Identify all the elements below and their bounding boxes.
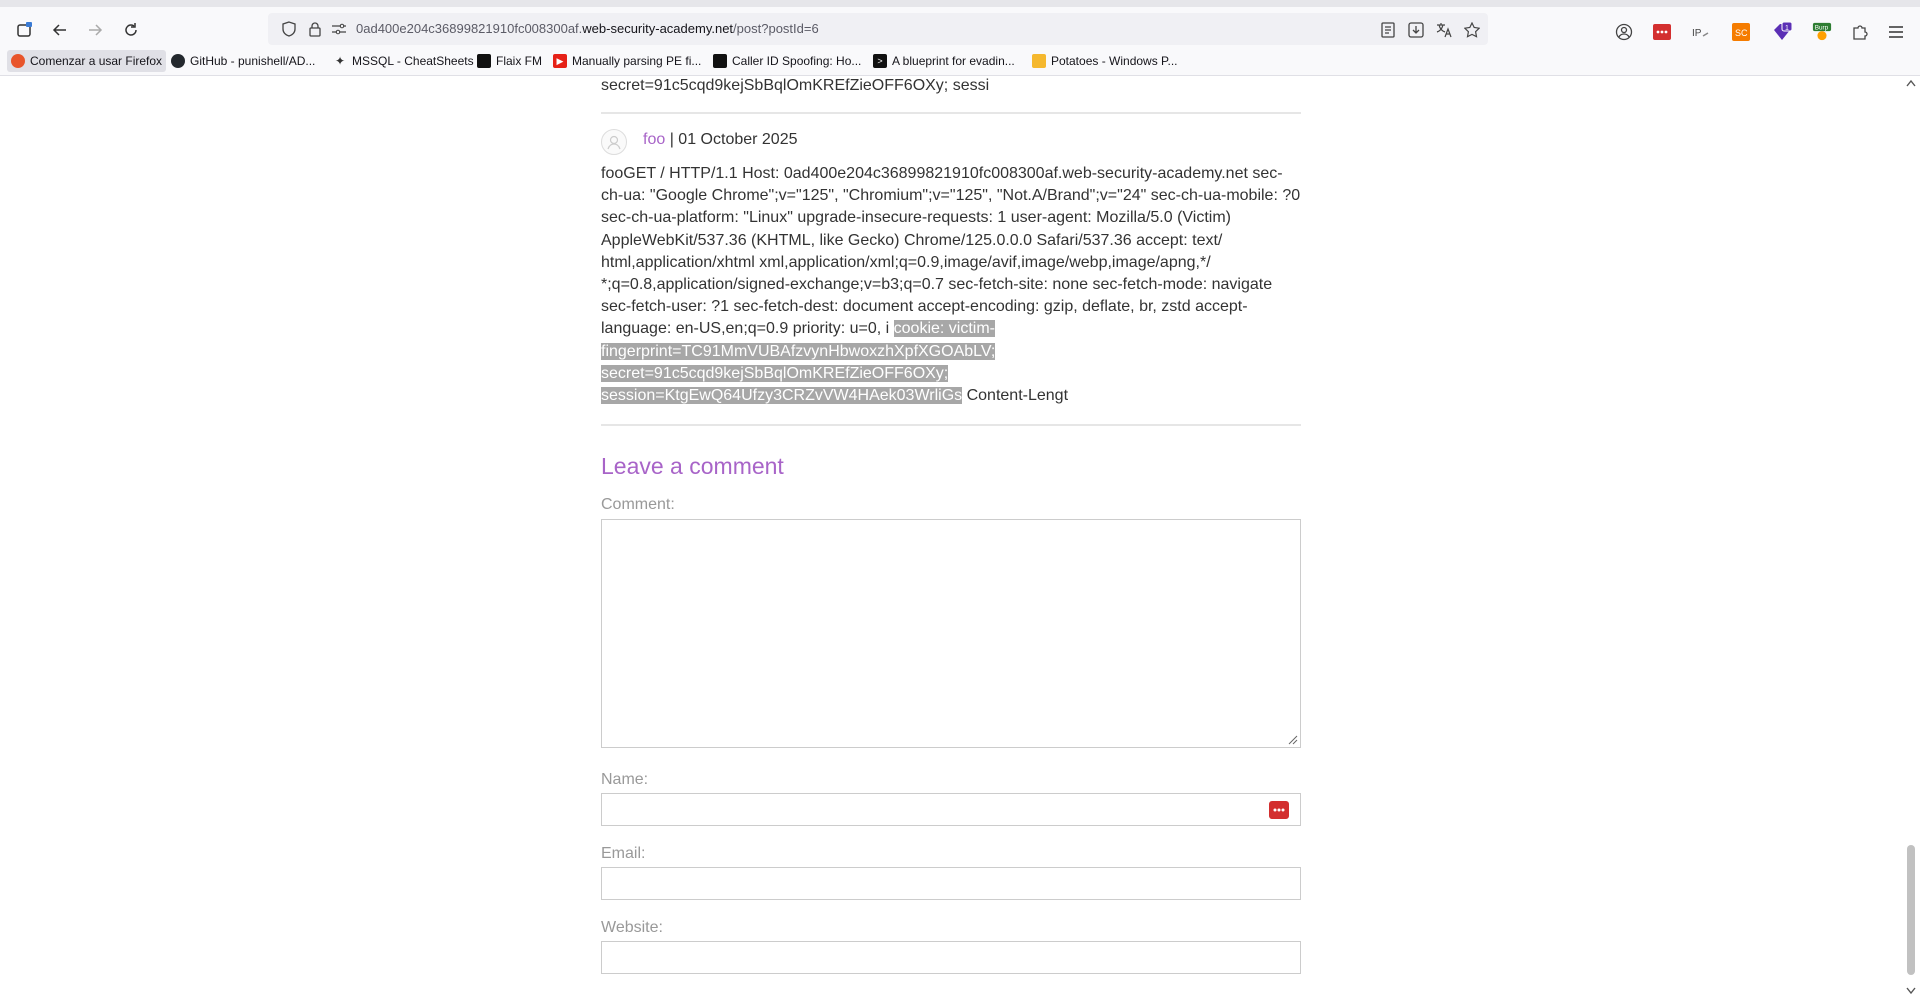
divider	[601, 424, 1301, 426]
extension-diamond-icon[interactable]	[1772, 22, 1792, 42]
ip-address-icon[interactable]	[1691, 22, 1711, 42]
name-input[interactable]	[601, 793, 1301, 826]
bookmark-firefox[interactable]	[7, 50, 166, 72]
bookmark-label: Caller ID Spoofing: Ho...	[732, 54, 862, 68]
leave-comment-heading: Leave a comment	[601, 453, 784, 479]
comment-date: | 01 October 2025	[669, 131, 798, 148]
ext-count-text: 1	[1785, 25, 1789, 32]
hacker-figure-icon: ✦	[334, 54, 346, 68]
browser-toolbar	[0, 0, 1920, 46]
url-path: /post?postId=6	[733, 21, 819, 36]
page-scrollbar[interactable]	[1902, 77, 1920, 997]
bookmark-caller-id[interactable]	[709, 50, 865, 72]
forward-button[interactable]	[82, 17, 108, 43]
svg-text:IP: IP	[1692, 28, 1702, 39]
comment-label: Comment:	[601, 496, 675, 513]
comment-text: fooGET / HTTP/1.1 Host: 0ad400e204c36899821910fc008300af.web-security-academy.net sec-ch-ua: "Google Chrome";v="125", "Chromium";v="125", "Not.A/Brand";v="24" sec-ch-ua-mobile: ?0 sec-ch-ua-platform: "Linux" upgrade-insecure-requests: 1 user-agent: Mozilla/5.0 (Victim) AppleWebKit/537.36 (KHTML, like Gecko) Chrome/125.0.0.0 Safari/537.36 accept: text/ html,application/xhtml xml,application/xml;q=0.9,image/avif,image/webp,image/apng,*/ *;q=0.8,application/signed-exchange;v=b3;q=0.7 sec-fetch-site: none sec-fetch-mode: navigate sec-fetch-user: ?1 sec-fetch-dest: document accept-encoding: gzip, deflate, br, zstd accept-language: en-US,en;q=0.9 priority: u=0, i	[601, 165, 1301, 338]
scrollbar-thumb[interactable]	[1907, 845, 1915, 975]
translate-icon[interactable]	[1434, 20, 1454, 40]
terminal-icon: >	[873, 54, 887, 68]
email-label: Email:	[601, 845, 646, 862]
website-input[interactable]	[601, 941, 1301, 974]
bookmark-label: Flaix FM	[496, 54, 542, 68]
caller-id-icon	[713, 54, 727, 68]
comment-text-tail: Content-Lengt	[962, 387, 1069, 405]
bookmark-potatoes[interactable]	[1028, 50, 1182, 72]
lock-icon[interactable]	[306, 20, 324, 38]
scroll-up-arrow-icon[interactable]	[1906, 79, 1916, 87]
reader-view-icon[interactable]	[1378, 20, 1398, 40]
comment-textarea[interactable]	[601, 519, 1301, 748]
flaix-icon	[477, 54, 491, 68]
comment-meta	[643, 131, 798, 149]
menu-icon[interactable]	[1886, 22, 1906, 42]
bookmark-label: A blueprint for evadin...	[892, 54, 1015, 68]
url-prefix: 0ad400e204c36899821910fc008300af.	[356, 21, 583, 36]
comment-body	[601, 163, 1301, 407]
password-manager-fill-icon[interactable]	[1269, 801, 1289, 819]
selected-cookie-text: cookie: victim-fingerprint=TC91MmVUBAfzvynHbwoxzhXpfXGOAbLV; secret=91c5cqd9kejSbBqlOmKREfZieOFF6OXy; session=KtgEwQ64Ufzy3CRZvVW4HAek03WrliGs	[601, 320, 996, 405]
bookmark-github[interactable]	[167, 50, 319, 72]
email-input[interactable]	[601, 867, 1301, 900]
comment-author[interactable]: foo	[643, 131, 666, 148]
cookie-editor-icon[interactable]	[1731, 22, 1751, 42]
bookmark-label: Potatoes - Windows P...	[1051, 54, 1178, 68]
firefox-icon	[11, 54, 25, 68]
account-icon[interactable]	[1614, 22, 1634, 42]
bookmark-star-icon[interactable]	[1462, 20, 1482, 40]
url-host: web-security-academy.net	[582, 21, 734, 36]
svg-text:SC: SC	[1735, 28, 1748, 38]
avatar-icon	[601, 129, 627, 155]
bookmark-mssql[interactable]	[329, 50, 478, 72]
bookmark-flaix[interactable]	[473, 50, 546, 72]
potato-icon	[1032, 54, 1046, 68]
youtube-icon: ▶	[553, 54, 567, 68]
bookmark-label: MSSQL - CheatSheets	[352, 54, 474, 68]
bookmark-label: Manually parsing PE fi...	[572, 54, 702, 68]
page-content	[0, 77, 1900, 997]
tabs-icon[interactable]	[12, 17, 38, 43]
resize-handle-icon[interactable]	[1286, 733, 1298, 745]
password-manager-icon[interactable]	[1652, 22, 1672, 42]
bookmark-blueprint[interactable]	[869, 50, 1019, 72]
save-page-icon[interactable]	[1406, 20, 1426, 40]
shield-icon[interactable]	[280, 20, 298, 38]
name-label: Name:	[601, 771, 649, 788]
url-text[interactable]	[356, 21, 819, 36]
scroll-down-arrow-icon[interactable]	[1906, 987, 1916, 995]
burp-badge-text: Burp	[1814, 24, 1829, 32]
website-label: Website:	[601, 919, 663, 936]
bookmark-label: GitHub - punishell/AD...	[190, 54, 316, 68]
bookmarks-bar	[0, 46, 1920, 76]
url-bar[interactable]	[268, 13, 1488, 45]
github-icon	[171, 54, 185, 68]
permissions-icon[interactable]	[330, 20, 348, 38]
back-button[interactable]	[47, 17, 73, 43]
bookmark-label: Comenzar a usar Firefox	[30, 54, 163, 68]
extensions-puzzle-icon[interactable]	[1850, 22, 1870, 42]
previous-comment-tail: secret=91c5cqd9kejSbBqlOmKREfZieOFF6OXy; sessi	[601, 77, 990, 94]
bookmark-pe-parsing[interactable]	[549, 50, 705, 72]
reload-button[interactable]	[118, 17, 144, 43]
burp-extension-icon[interactable]	[1812, 22, 1832, 42]
divider	[601, 112, 1301, 114]
